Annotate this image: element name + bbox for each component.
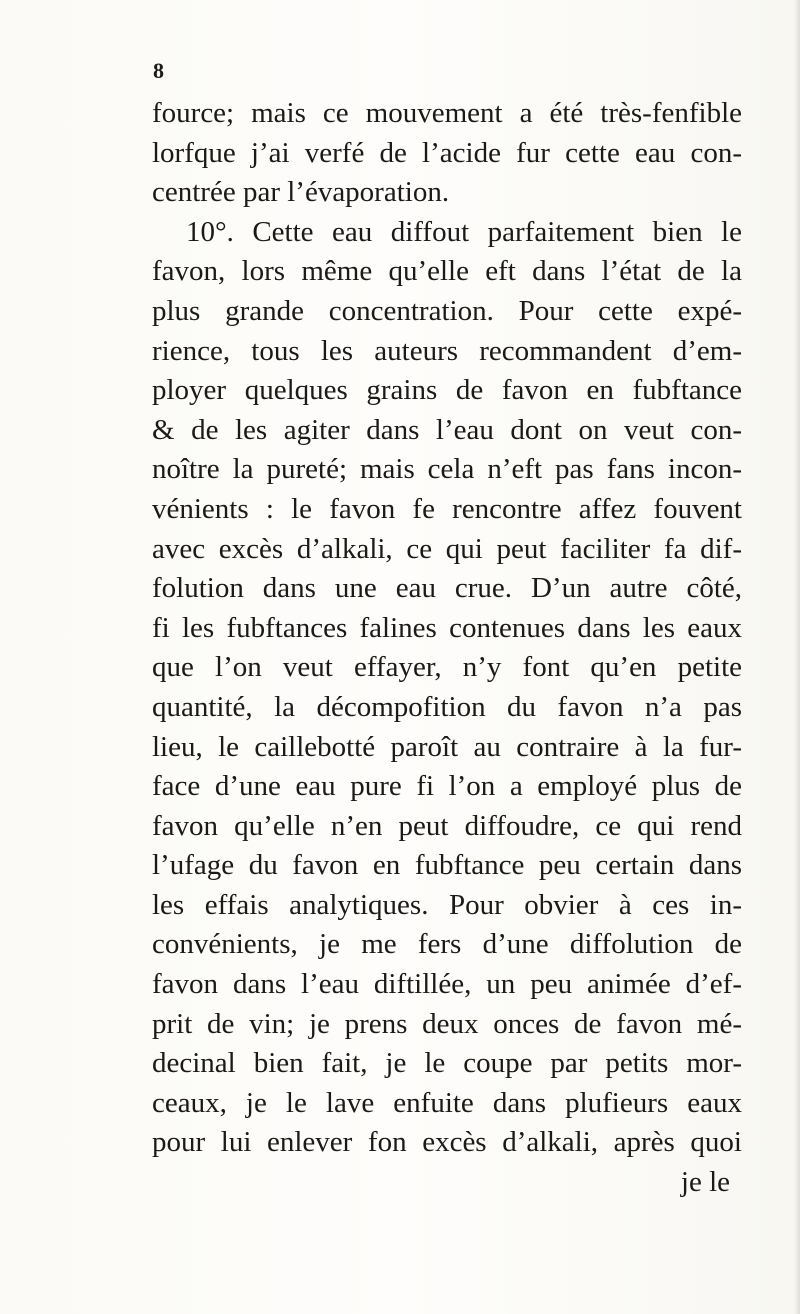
text-line: avec excès d’alkali, ce qui peut faciliter fa dif- (152, 532, 742, 565)
text-line: favon dans l’eau diftillée, un peu animée d’ef- (152, 968, 742, 1001)
text-line: fource; mais ce mouvement a été très-fenfible (152, 97, 742, 129)
text-line: convénients, je me fers d’une diffolution de (152, 928, 742, 961)
text-line: quantité, la décompofition du favon n’a pas (152, 690, 742, 723)
text-line: & de les agiter dans l’eau dont on veut con- (152, 413, 742, 446)
body-text (152, 94, 742, 1203)
page-number: 8 (153, 58, 165, 83)
text-line: rience, tous les auteurs recommandent d’em- (152, 334, 742, 367)
text-line: que l’on veut effayer, n’y font qu’en petite (152, 651, 742, 684)
catchword: je le (680, 1166, 730, 1199)
text-line: favon qu’elle n’en peut diffoudre, ce qui rend (152, 809, 742, 842)
text-line: face d’une eau pure fi l’on a employé plus de (152, 770, 742, 803)
text-line: fi les fubftances falines contenues dans les eaux (152, 611, 742, 644)
text-line: prit de vin; je prens deux onces de favon mé- (152, 1007, 742, 1040)
page-edge-shadow (794, 0, 800, 1314)
text-line: lieu, le caillebotté paroît au contraire à la fur- (152, 730, 742, 763)
text-line: ployer quelques grains de favon en fubftance (152, 374, 742, 407)
text-line: vénients : le favon fe rencontre affez fouvent (152, 492, 742, 525)
text-line: folution dans une eau crue. D’un autre côté, (152, 572, 742, 605)
text-line: decinal bien fait, je le coupe par petits mor- (152, 1047, 742, 1080)
text-line: les effais analytiques. Pour obvier à ces in- (152, 888, 742, 921)
text-line: pour lui enlever fon excès d’alkali, après quoi (152, 1126, 742, 1159)
text-line: plus grande concentration. Pour cette expé- (152, 294, 742, 327)
text-line: 10°. Cette eau diffout parfaitement bien le (186, 215, 742, 248)
text-line: ceaux, je le lave enfuite dans plufieurs eaux (152, 1086, 742, 1119)
text-line: noître la pureté; mais cela n’eft pas fans incon- (152, 453, 742, 486)
text-line: lorfque j’ai verfé de l’acide fur cette eau con- (152, 136, 742, 169)
text-line: l’ufage du favon en fubftance peu certain dans (152, 849, 742, 882)
text-line: centrée par l’évaporation. (152, 176, 450, 209)
text-line: favon, lors même qu’elle eft dans l’état de la (152, 255, 742, 288)
